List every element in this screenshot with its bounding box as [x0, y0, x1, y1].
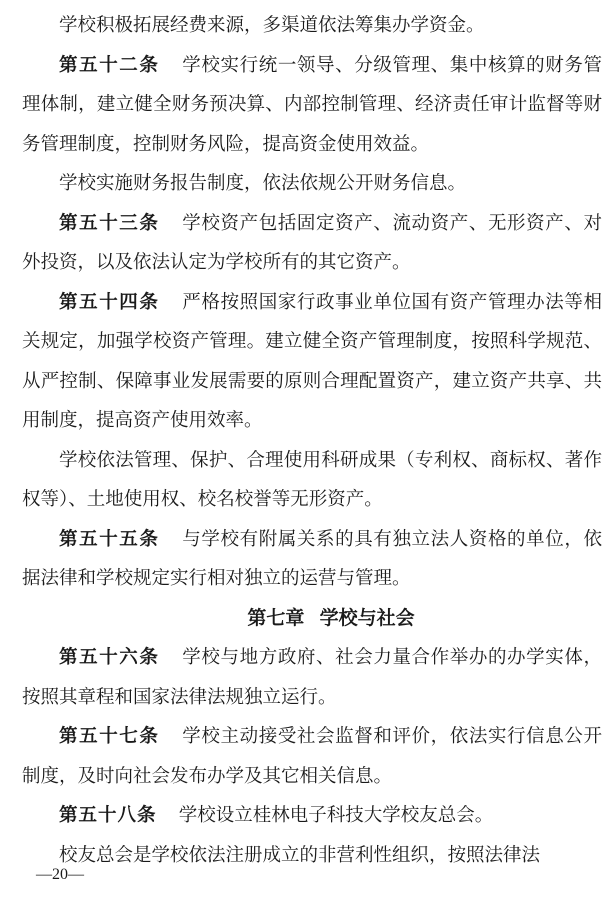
article-text: 与学校有附属关系的具有独立法人资格的单位，依据法律和学校规定实行相对独立的运营与管理。 — [22, 528, 602, 589]
article-55 — [22, 520, 602, 599]
article-53 — [22, 204, 602, 283]
paragraph-text: 校友总会是学校依法注册成立的非营利性组织，按照法律法 — [59, 844, 541, 866]
chapter-number: 第七章 — [247, 606, 305, 629]
article-58 — [22, 796, 602, 836]
article-52 — [22, 46, 602, 165]
article-56 — [22, 638, 602, 717]
article-text: 严格按照国家行政事业单位国有资产管理办法等相关规定，加强学校资产管理。建立健全资产管理制度，按照科学规范、从严控制、保障事业发展需要的原则合理配置资产，建立资产共享、共用制度，提高资产使用效率。 — [22, 291, 602, 431]
article-number: 第五十三条 — [59, 212, 160, 234]
page-number: —20— — [36, 866, 84, 883]
article-text: 学校实行统一领导、分级管理、集中核算的财务管理体制，建立健全财务预决算、内部控制管理、经济责任审计监督等财务管理制度，控制财务风险，提高资金使用效益。 — [22, 54, 602, 155]
article-number: 第五十五条 — [59, 528, 160, 550]
article-text: 学校设立桂林电子科技大学校友总会。 — [178, 805, 494, 826]
document-body — [22, 6, 602, 875]
chapter-heading — [22, 599, 602, 639]
article-number: 第五十六条 — [59, 647, 160, 668]
paragraph-text: 学校积极拓展经费来源，多渠道依法筹集办学资金。 — [59, 15, 485, 36]
article-text: 学校与地方政府、社会力量合作举办的办学实体，按照其章程和国家法律法规独立运行。 — [22, 647, 602, 708]
article-54 — [22, 283, 602, 441]
article-text: 学校资产包括固定资产、流动资产、无形资产、对外投资，以及依法认定为学校所有的其它资产。 — [22, 212, 602, 273]
paragraph-text: 学校实施财务报告制度，依法依规公开财务信息。 — [59, 173, 467, 194]
paragraph — [22, 164, 602, 204]
article-number: 第五十四条 — [59, 291, 160, 313]
article-number: 第五十七条 — [59, 726, 160, 747]
article-number: 第五十八条 — [59, 805, 157, 826]
article-text: 学校主动接受社会监督和评价，依法实行信息公开制度，及时向社会发布办学及其它相关信息。 — [22, 726, 602, 787]
paragraph — [22, 6, 602, 46]
article-number: 第五十二条 — [59, 54, 160, 76]
paragraph-text: 学校依法管理、保护、合理使用科研成果（专利权、商标权、著作权等）、土地使用权、校名校誉等无形资产。 — [22, 449, 602, 510]
chapter-title: 学校与社会 — [319, 606, 415, 629]
paragraph — [22, 441, 602, 520]
article-57 — [22, 717, 602, 796]
paragraph — [22, 836, 602, 876]
